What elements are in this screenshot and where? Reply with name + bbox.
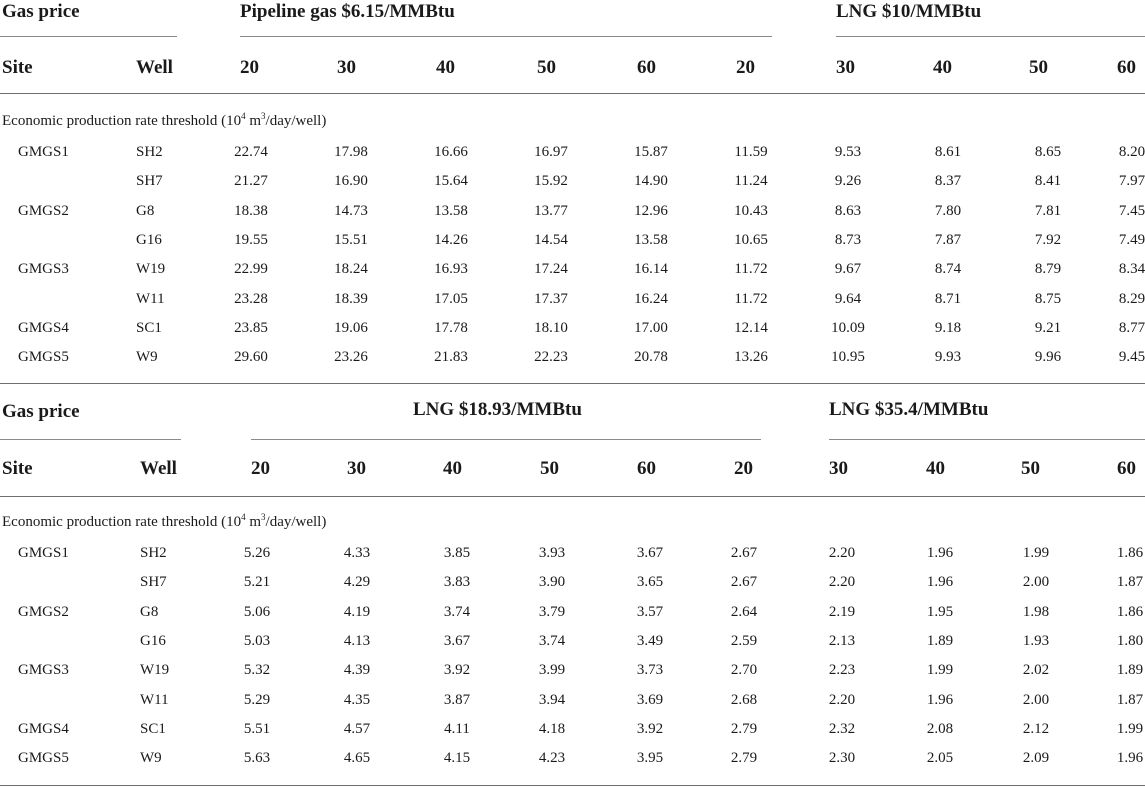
value-cell: 17.05 [434, 290, 468, 307]
well-cell: SH7 [140, 574, 167, 591]
value-cell: 9.96 [1034, 349, 1062, 366]
value-cell: 2.00 [1022, 691, 1050, 708]
value-cell: 1.80 [1116, 632, 1144, 649]
value-cell: 3.92 [636, 720, 664, 737]
value-cell: 8.61 [934, 144, 962, 160]
value-cell: 2.79 [730, 750, 758, 767]
value-cell: 17.24 [534, 261, 568, 278]
value-cell: 23.85 [234, 319, 268, 336]
section-label-exponent: 4 [241, 111, 246, 121]
value-cell: 4.39 [343, 662, 371, 679]
column-header: 20 [736, 57, 755, 78]
value-cell: 2.00 [1022, 574, 1050, 591]
value-cell: 5.29 [243, 691, 271, 708]
value-cell: 8.75 [1034, 290, 1062, 307]
value-cell: 5.32 [243, 662, 271, 679]
well-cell: G16 [136, 231, 162, 248]
value-cell: 8.29 [1118, 290, 1145, 307]
value-cell: 2.20 [828, 574, 856, 591]
value-cell: 8.74 [934, 261, 962, 278]
value-cell: 22.23 [534, 349, 568, 366]
value-cell: 4.33 [343, 545, 371, 561]
section-label [2, 514, 326, 531]
value-cell: 7.49 [1118, 231, 1145, 248]
value-cell: 7.80 [934, 202, 962, 219]
column-header: 60 [637, 458, 656, 479]
table-rule [0, 496, 1145, 497]
value-cell: 7.81 [1034, 202, 1062, 219]
value-cell: 23.26 [334, 349, 368, 366]
column-header: 30 [836, 57, 855, 78]
value-cell: 2.67 [730, 574, 758, 591]
site-cell: GMGS2 [18, 202, 69, 219]
value-cell: 2.02 [1022, 662, 1050, 679]
site-cell: GMGS5 [18, 349, 69, 366]
value-cell: 3.85 [443, 545, 471, 561]
value-cell: 13.26 [734, 349, 768, 366]
value-cell: 1.96 [1116, 750, 1144, 767]
section-label-exponent: 4 [241, 512, 246, 522]
site-column-header: Site [2, 57, 33, 78]
value-cell: 3.74 [443, 603, 471, 620]
value-cell: 4.18 [538, 720, 566, 737]
value-cell: 1.96 [926, 545, 954, 561]
value-cell: 18.38 [234, 202, 268, 219]
value-cell: 8.37 [934, 173, 962, 190]
value-cell: 3.65 [636, 574, 664, 591]
value-cell: 17.37 [534, 290, 568, 307]
value-cell: 8.20 [1118, 144, 1145, 160]
gas-price-label: Gas price [2, 401, 80, 422]
site-cell: GMGS4 [18, 720, 69, 737]
table-top [0, 0, 1145, 384]
column-header: 30 [829, 458, 848, 479]
value-cell: 2.20 [828, 545, 856, 561]
value-cell: 1.96 [926, 574, 954, 591]
value-cell: 2.13 [828, 632, 856, 649]
column-header: 20 [734, 458, 753, 479]
value-cell: 4.13 [343, 632, 371, 649]
value-cell: 5.63 [243, 750, 271, 767]
well-cell: G8 [140, 603, 159, 620]
value-cell: 10.43 [734, 202, 768, 219]
value-cell: 5.51 [243, 720, 271, 737]
value-cell: 10.09 [831, 319, 865, 336]
value-cell: 16.24 [634, 290, 668, 307]
value-cell: 4.65 [343, 750, 371, 767]
column-header: 50 [540, 458, 559, 479]
well-column-header: Well [136, 57, 173, 78]
table-bottom [0, 386, 1145, 787]
value-cell: 3.67 [443, 632, 471, 649]
value-cell: 3.73 [636, 662, 664, 679]
value-cell: 9.67 [834, 261, 862, 278]
value-cell: 3.79 [538, 603, 566, 620]
value-cell: 1.86 [1116, 545, 1144, 561]
value-cell: 10.65 [734, 231, 768, 248]
value-cell: 4.11 [444, 720, 470, 737]
value-cell: 2.70 [730, 662, 758, 679]
value-cell: 4.29 [343, 574, 371, 591]
table-rule [0, 93, 1145, 94]
value-cell: 15.92 [534, 173, 568, 190]
value-cell: 2.79 [730, 720, 758, 737]
value-cell: 8.79 [1034, 261, 1062, 278]
column-header: 50 [1021, 458, 1040, 479]
column-header: 40 [443, 458, 462, 479]
site-cell: GMGS1 [18, 545, 69, 561]
value-cell: 9.64 [834, 290, 862, 307]
value-cell: 13.58 [434, 202, 468, 219]
section-label-unit-exponent: 3 [261, 512, 266, 522]
well-cell: W19 [136, 261, 166, 278]
value-cell: 2.05 [926, 750, 954, 767]
value-cell: 2.30 [828, 750, 856, 767]
well-cell: SC1 [140, 720, 166, 737]
site-column-header: Site [2, 458, 33, 479]
value-cell: 2.19 [828, 603, 856, 620]
value-cell: 4.23 [538, 750, 566, 767]
value-cell: 3.93 [538, 545, 566, 561]
value-cell: 9.21 [1034, 319, 1062, 336]
column-header: 30 [347, 458, 366, 479]
column-header: 40 [436, 57, 455, 78]
value-cell: 5.21 [243, 574, 271, 591]
value-cell: 14.26 [434, 231, 468, 248]
well-cell: G8 [136, 202, 155, 219]
column-header: 40 [933, 57, 952, 78]
well-cell: SC1 [136, 319, 162, 336]
table-rule [829, 439, 1145, 440]
value-cell: 22.74 [234, 144, 268, 160]
value-cell: 3.92 [443, 662, 471, 679]
value-cell: 9.53 [834, 144, 862, 160]
well-cell: W11 [136, 290, 165, 307]
value-cell: 3.49 [636, 632, 664, 649]
value-cell: 1.89 [926, 632, 954, 649]
value-cell: 11.24 [734, 173, 768, 190]
site-cell: GMGS3 [18, 662, 69, 679]
value-cell: 2.12 [1022, 720, 1050, 737]
value-cell: 3.94 [538, 691, 566, 708]
site-cell: GMGS4 [18, 319, 69, 336]
value-cell: 16.93 [434, 261, 468, 278]
value-cell: 17.78 [434, 319, 468, 336]
value-cell: 5.06 [243, 603, 271, 620]
value-cell: 3.67 [636, 545, 664, 561]
value-cell: 8.65 [1034, 144, 1062, 160]
well-cell: W19 [140, 662, 170, 679]
column-header: 30 [337, 57, 356, 78]
section-label-text: Economic production rate threshold (10 [2, 514, 242, 530]
site-cell: GMGS2 [18, 603, 69, 620]
price-group-1-label: LNG $18.93/MMBtu [413, 399, 582, 420]
value-cell: 5.03 [243, 632, 271, 649]
value-cell: 7.87 [934, 231, 962, 248]
price-group-2-label: LNG $35.4/MMBtu [829, 399, 989, 420]
value-cell: 5.26 [243, 545, 271, 561]
value-cell: 15.87 [634, 144, 668, 160]
price-group-2-label: LNG $10/MMBtu [836, 1, 982, 22]
value-cell: 1.96 [926, 691, 954, 708]
value-cell: 13.77 [534, 202, 568, 219]
value-cell: 1.99 [1116, 720, 1144, 737]
value-cell: 3.99 [538, 662, 566, 679]
section-label-unit: m [245, 514, 262, 530]
section-label-tail: /day/well) [265, 514, 327, 530]
value-cell: 3.83 [443, 574, 471, 591]
value-cell: 18.39 [334, 290, 368, 307]
section-label-tail: /day/well) [265, 113, 327, 129]
value-cell: 23.28 [234, 290, 268, 307]
value-cell: 14.73 [334, 202, 368, 219]
well-cell: SH2 [136, 144, 163, 160]
value-cell: 17.98 [334, 144, 368, 160]
table-rule [0, 785, 1145, 786]
value-cell: 8.34 [1118, 261, 1145, 278]
value-cell: 16.14 [634, 261, 668, 278]
value-cell: 7.92 [1034, 231, 1062, 248]
value-cell: 17.00 [634, 319, 668, 336]
value-cell: 2.20 [828, 691, 856, 708]
value-cell: 21.83 [434, 349, 468, 366]
value-cell: 9.93 [934, 349, 962, 366]
value-cell: 11.72 [734, 261, 768, 278]
value-cell: 9.18 [934, 319, 962, 336]
value-cell: 14.54 [534, 231, 568, 248]
value-cell: 29.60 [234, 349, 268, 366]
value-cell: 12.14 [734, 319, 768, 336]
column-header: 50 [537, 57, 556, 78]
value-cell: 1.86 [1116, 603, 1144, 620]
well-cell: W11 [140, 691, 169, 708]
column-header: 60 [637, 57, 656, 78]
value-cell: 13.58 [634, 231, 668, 248]
value-cell: 7.45 [1118, 202, 1145, 219]
site-cell: GMGS5 [18, 750, 69, 767]
column-header: 60 [1117, 458, 1136, 479]
site-cell: GMGS1 [18, 144, 69, 160]
value-cell: 8.71 [934, 290, 962, 307]
value-cell: 1.98 [1022, 603, 1050, 620]
value-cell: 4.19 [343, 603, 371, 620]
value-cell: 16.90 [334, 173, 368, 190]
value-cell: 1.93 [1022, 632, 1050, 649]
site-cell: GMGS3 [18, 261, 69, 278]
table-rule [0, 383, 1145, 384]
value-cell: 2.32 [828, 720, 856, 737]
value-cell: 20.78 [634, 349, 668, 366]
value-cell: 3.74 [538, 632, 566, 649]
well-column-header: Well [140, 458, 177, 479]
value-cell: 21.27 [234, 173, 268, 190]
value-cell: 2.68 [730, 691, 758, 708]
value-cell: 2.23 [828, 662, 856, 679]
value-cell: 1.99 [1022, 545, 1050, 561]
value-cell: 4.35 [343, 691, 371, 708]
value-cell: 15.51 [334, 231, 368, 248]
value-cell: 2.08 [926, 720, 954, 737]
well-cell: SH7 [136, 173, 163, 190]
table-rule [240, 36, 772, 37]
value-cell: 2.09 [1022, 750, 1050, 767]
table-rule [0, 36, 177, 37]
column-header: 40 [926, 458, 945, 479]
value-cell: 19.55 [234, 231, 268, 248]
section-label-unit: m [245, 113, 262, 129]
value-cell: 2.67 [730, 545, 758, 561]
value-cell: 1.95 [926, 603, 954, 620]
value-cell: 1.99 [926, 662, 954, 679]
column-header: 60 [1117, 57, 1136, 78]
price-group-1-label: Pipeline gas $6.15/MMBtu [240, 1, 455, 22]
value-cell: 16.97 [534, 144, 568, 160]
value-cell: 10.95 [831, 349, 865, 366]
value-cell: 2.59 [730, 632, 758, 649]
value-cell: 22.99 [234, 261, 268, 278]
value-cell: 9.26 [834, 173, 862, 190]
column-header: 50 [1029, 57, 1048, 78]
column-header: 20 [251, 458, 270, 479]
value-cell: 3.87 [443, 691, 471, 708]
value-cell: 8.77 [1118, 319, 1145, 336]
value-cell: 8.41 [1034, 173, 1062, 190]
table-rule [0, 439, 181, 440]
table-rule [836, 36, 1145, 37]
gas-price-label: Gas price [2, 1, 80, 22]
value-cell: 7.97 [1118, 173, 1145, 190]
value-cell: 4.57 [343, 720, 371, 737]
section-label [2, 113, 326, 130]
value-cell: 2.64 [730, 603, 758, 620]
value-cell: 18.10 [534, 319, 568, 336]
value-cell: 11.72 [734, 290, 768, 307]
section-label-text: Economic production rate threshold (10 [2, 113, 242, 129]
value-cell: 8.63 [834, 202, 862, 219]
value-cell: 18.24 [334, 261, 368, 278]
value-cell: 4.15 [443, 750, 471, 767]
value-cell: 3.69 [636, 691, 664, 708]
table-rule [251, 439, 761, 440]
well-cell: G16 [140, 632, 166, 649]
value-cell: 19.06 [334, 319, 368, 336]
section-label-unit-exponent: 3 [261, 111, 266, 121]
well-cell: SH2 [140, 545, 167, 561]
well-cell: W9 [136, 349, 158, 366]
value-cell: 3.90 [538, 574, 566, 591]
value-cell: 11.59 [734, 144, 768, 160]
value-cell: 8.73 [834, 231, 862, 248]
column-header: 20 [240, 57, 259, 78]
value-cell: 3.57 [636, 603, 664, 620]
value-cell: 3.95 [636, 750, 664, 767]
value-cell: 16.66 [434, 144, 468, 160]
well-cell: W9 [140, 750, 162, 767]
value-cell: 1.87 [1116, 691, 1144, 708]
value-cell: 15.64 [434, 173, 468, 190]
value-cell: 12.96 [634, 202, 668, 219]
value-cell: 1.89 [1116, 662, 1144, 679]
value-cell: 14.90 [634, 173, 668, 190]
value-cell: 9.45 [1118, 349, 1145, 366]
value-cell: 1.87 [1116, 574, 1144, 591]
